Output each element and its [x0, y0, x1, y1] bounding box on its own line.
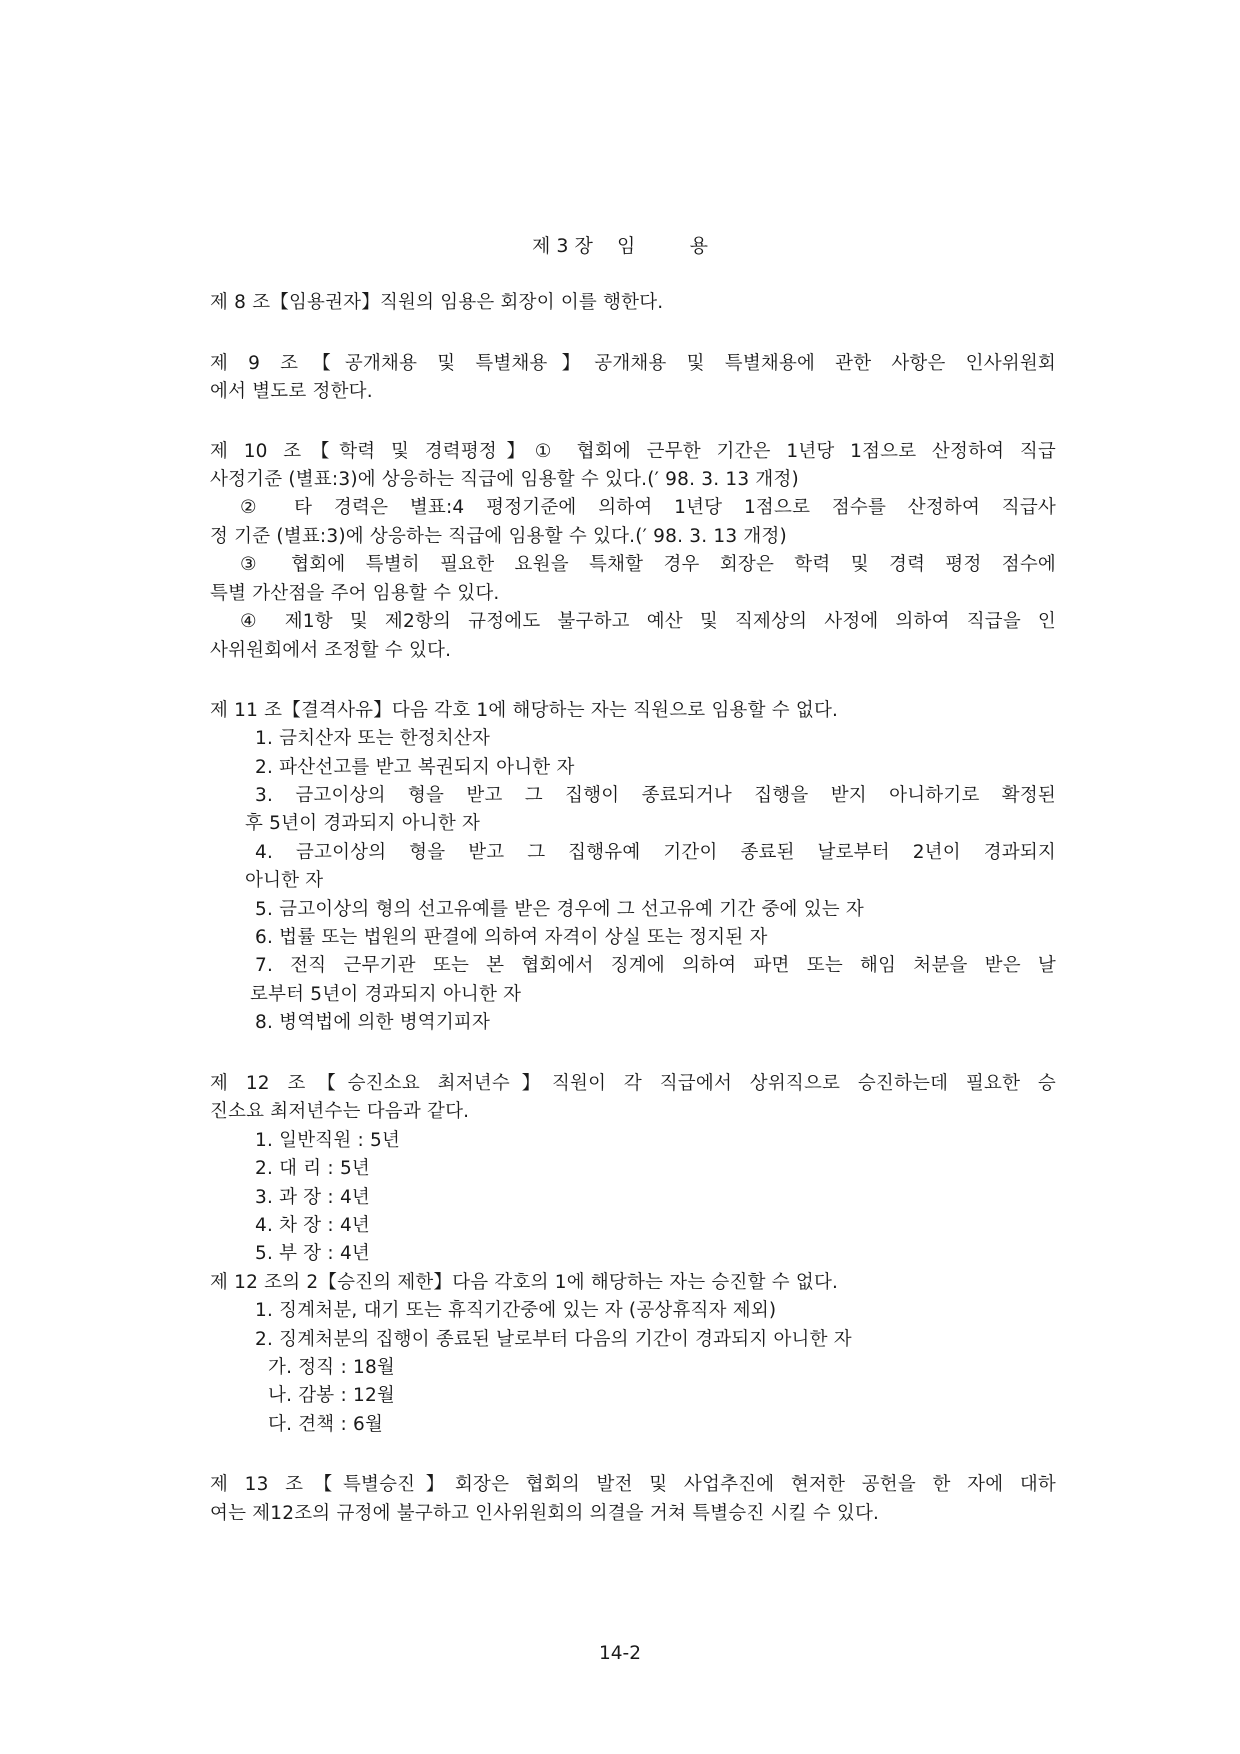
text-line-art12-3: 1. 일반직원 : 5년: [255, 1130, 401, 1151]
text-line-art11-2: 1. 금치산자 또는 한정치산자: [255, 728, 491, 749]
text-line-art12b-5: 나. 감봉 : 12월: [268, 1385, 395, 1406]
page-number: 14-2: [599, 1643, 641, 1664]
text-line-art9-2: 에서 별도로 정한다.: [210, 381, 373, 402]
text-line-art11-12: 8. 병역법에 의한 병역기피자: [255, 1012, 491, 1033]
text-line-art11-7: 아니한 자: [245, 870, 324, 891]
text-line-art11-1: 제 11 조【결격사유】다음 각호 1에 해당하는 자는 직원으로 임용할 수 없다.: [210, 700, 839, 721]
text-line-art9-1: 제 9 조【공개채용 및 특별채용】공개채용 및 특별채용에 관한 사항은 인사위원회: [210, 353, 1056, 374]
text-line-art11-9: 6. 법률 또는 법원의 판결에 의하여 자격이 상실 또는 정지된 자: [255, 927, 768, 948]
text-line-art12-5: 3. 과 장 : 4년: [255, 1187, 370, 1208]
text-line-art12-7: 5. 부 장 : 4년: [255, 1243, 370, 1264]
text-line-art12b-1: 제 12 조의 2【승진의 제한】다음 각호의 1에 해당하는 자는 승진할 수 없다.: [210, 1272, 839, 1293]
text-line-art12b-6: 다. 견책 : 6월: [268, 1414, 384, 1435]
text-line-art11-11: 로부터 5년이 경과되지 아니한 자: [250, 984, 522, 1005]
text-line-art10-4: 정 기준 (별표:3)에 상응하는 직급에 임용할 수 있다.(′ 98. 3. 13 개정): [210, 526, 787, 547]
text-line-art12-4: 2. 대 리 : 5년: [255, 1158, 370, 1179]
text-line-art13-2: 여는 제12조의 규정에 불구하고 인사위원회의 의결을 거쳐 특별승진 시킬 수 있다.: [210, 1503, 880, 1524]
text-line-art11-5: 후 5년이 경과되지 아니한 자: [245, 813, 481, 834]
text-line-art11-8: 5. 금고이상의 형의 선고유예를 받은 경우에 그 선고유예 기간 중에 있는 자: [255, 899, 864, 920]
text-line-art10-1: 제 10 조【학력 및 경력평정】① 협회에 근무한 기간은 1년당 1점으로 산정하여 직급: [210, 441, 1056, 462]
text-line-art12b-4: 가. 정직 : 18월: [268, 1357, 395, 1378]
text-line-art10-2: 사정기준 (별표:3)에 상응하는 직급에 임용할 수 있다.(′ 98. 3. 13 개정): [210, 469, 799, 490]
text-line-art12-2: 진소요 최저년수는 다음과 같다.: [210, 1101, 470, 1122]
chapter-title: 제 3 장 임 용: [531, 235, 709, 257]
text-line-art10-5: ③ 협회에 특별히 필요한 요원을 특채할 경우 회장은 학력 및 경력 평정 점수에: [240, 554, 1056, 575]
text-line-art10-3: ② 타 경력은 별표:4 평정기준에 의하여 1년당 1점으로 점수를 산정하여 직급사: [240, 497, 1056, 518]
text-line-art11-10: 7. 전직 근무기관 또는 본 협회에서 징계에 의하여 파면 또는 해임 처분을 받은 날: [255, 955, 1056, 976]
text-line-art8-1: 제 8 조【임용권자】직원의 임용은 회장이 이를 행한다.: [210, 292, 664, 313]
text-line-art12b-2: 1. 징계처분, 대기 또는 휴직기간중에 있는 자 (공상휴직자 제외): [255, 1300, 777, 1321]
text-line-art12-1: 제 12 조【승진소요 최저년수】직원이 각 직급에서 상위직으로 승진하는데 필요한 승: [210, 1073, 1056, 1094]
text-line-art11-3: 2. 파산선고를 받고 복권되지 아니한 자: [255, 757, 575, 778]
text-line-art10-6: 특별 가산점을 주어 임용할 수 있다.: [210, 583, 500, 604]
text-line-art10-8: 사위원회에서 조정할 수 있다.: [210, 640, 452, 661]
text-line-art13-1: 제 13 조【특별승진】회장은 협회의 발전 및 사업추진에 현저한 공헌을 한 자에 대하: [210, 1474, 1056, 1495]
text-line-art10-7: ④ 제1항 및 제2항의 규정에도 불구하고 예산 및 직제상의 사정에 의하여 직급을 인: [240, 611, 1056, 632]
text-line-art12-6: 4. 차 장 : 4년: [255, 1215, 370, 1236]
text-line-art11-6: 4. 금고이상의 형을 받고 그 집행유예 기간이 종료된 날로부터 2년이 경과되지: [255, 842, 1056, 863]
text-line-art11-4: 3. 금고이상의 형을 받고 그 집행이 종료되거나 집행을 받지 아니하기로 확정된: [255, 785, 1056, 806]
text-line-art12b-3: 2. 징계처분의 집행이 종료된 날로부터 다음의 기간이 경과되지 아니한 자: [255, 1329, 852, 1350]
